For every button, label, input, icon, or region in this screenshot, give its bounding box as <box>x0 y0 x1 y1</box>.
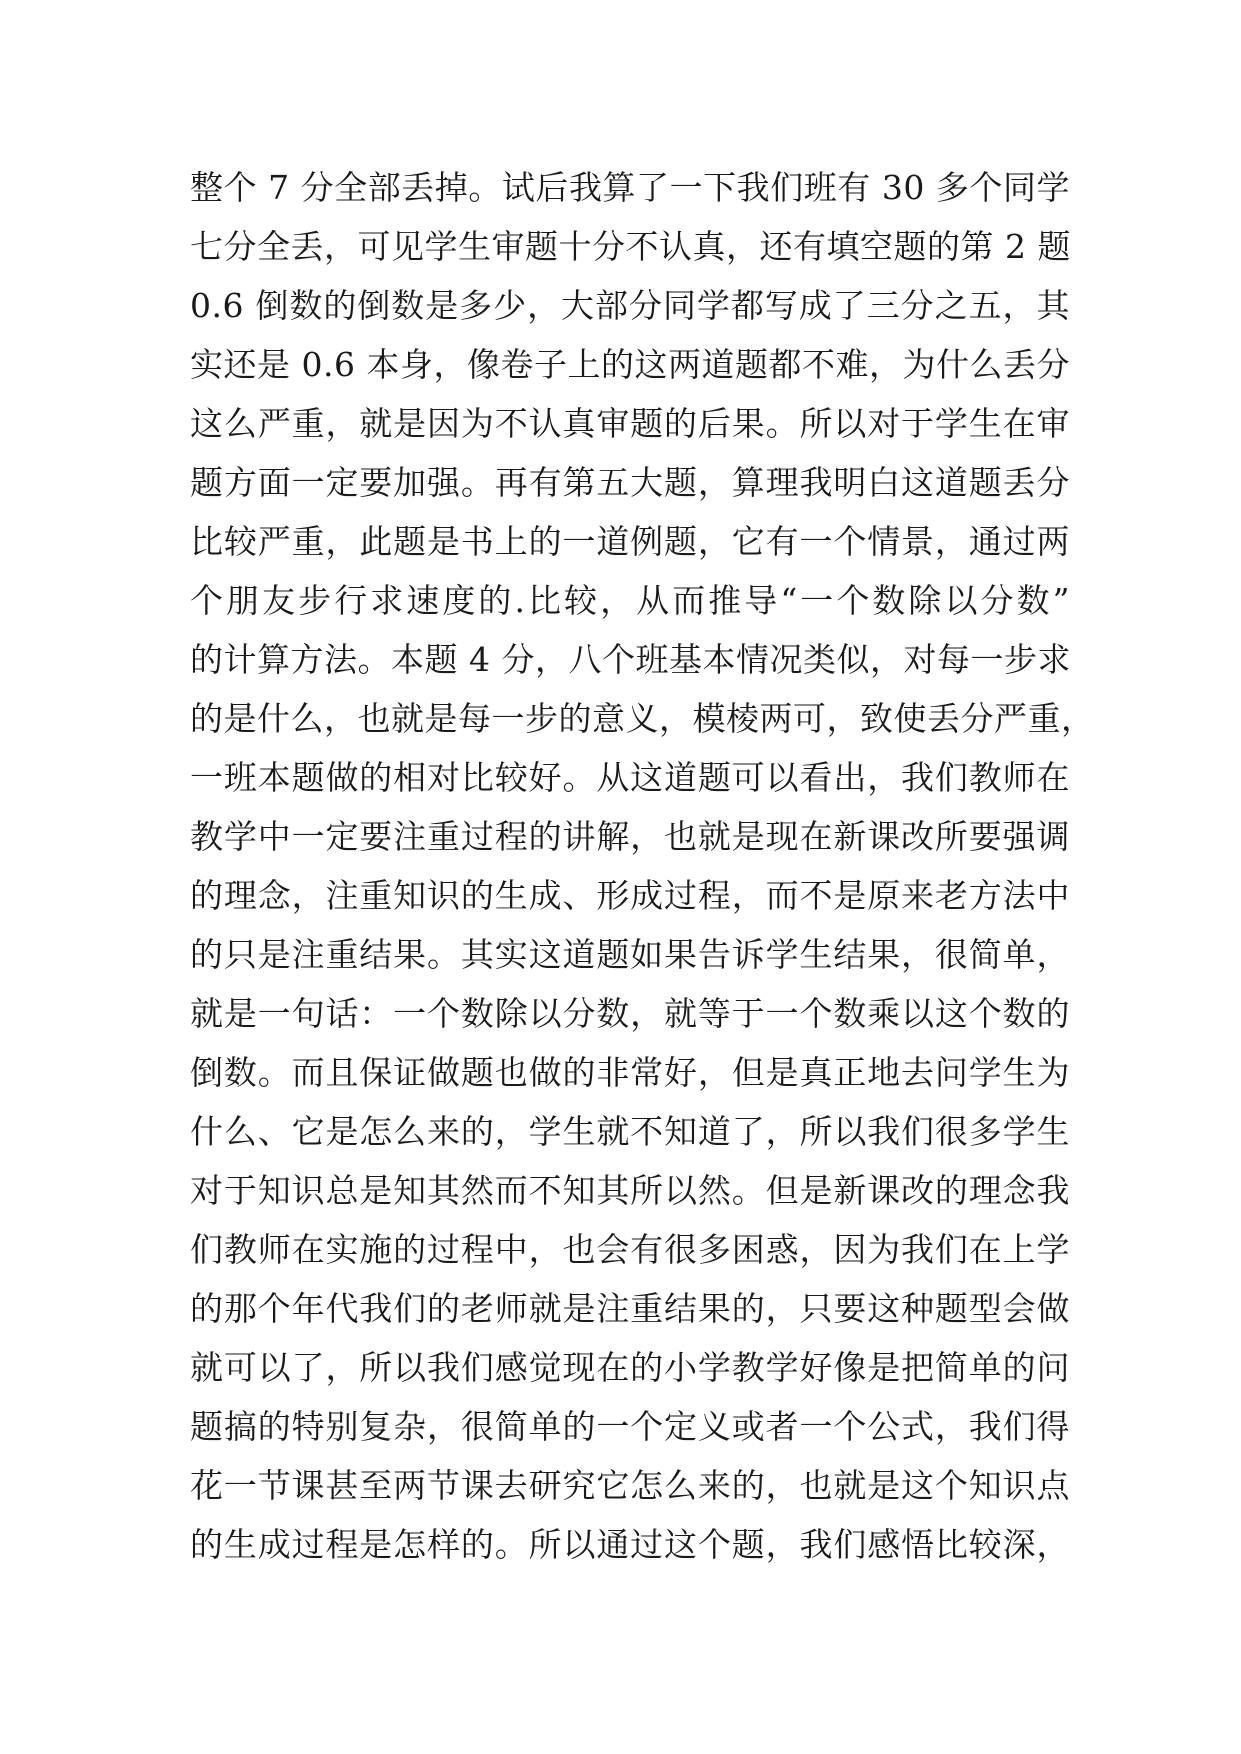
text-line: 们教师在实施的过程中，也会有很多困惑，因为我们在上学 <box>190 1230 1070 1269</box>
text-line: 一班本题做的相对比较好。从这道题可以看出，我们教师在 <box>190 758 1070 797</box>
text-line: 这么严重，就是因为不认真审题的后果。所以对于学生在审 <box>190 404 1070 443</box>
text-line: 0.6 倒数的倒数是多少，大部分同学都写成了三分之五，其 <box>190 286 1070 325</box>
text-line: 倒数。而且保证做题也做的非常好，但是真正地去问学生为 <box>190 1053 1070 1092</box>
body-text <box>190 158 1095 1574</box>
text-line: 题搞的特别复杂，很简单的一个定义或者一个公式，我们得 <box>190 1407 1070 1446</box>
text-line: 的生成过程是怎样的。所以通过这个题，我们感悟比较深， <box>190 1525 1070 1564</box>
text-line: 的计算方法。本题 4 分，八个班基本情况类似，对每一步求 <box>190 640 1071 679</box>
text-line: 教学中一定要注重过程的讲解，也就是现在新课改所要强调 <box>190 817 1070 856</box>
text-line: 的那个年代我们的老师就是注重结果的，只要这种题型会做 <box>190 1289 1070 1328</box>
text-line: 什么、它是怎么来的，学生就不知道了，所以我们很多学生 <box>190 1112 1070 1151</box>
text-line: 的只是注重结果。其实这道题如果告诉学生结果，很简单， <box>190 935 1070 974</box>
text-line: 比较严重，此题是书上的一道例题，它有一个情景，通过两 <box>190 522 1070 561</box>
text-line: 整个 7 分全部丢掉。试后我算了一下我们班有 30 多个同学 <box>190 168 1070 207</box>
text-line: 就可以了，所以我们感觉现在的小学教学好像是把简单的问 <box>190 1348 1070 1387</box>
text-line: 花一节课甚至两节课去研究它怎么来的，也就是这个知识点 <box>190 1466 1070 1505</box>
text-line: 个朋友步行求速度的.比较，从而推导“一个数除以分数” <box>190 581 1070 620</box>
text-line: 七分全丢，可见学生审题十分不认真，还有填空题的第 2 题 <box>190 227 1071 266</box>
text-line: 实还是 0.6 本身，像卷子上的这两道题都不难，为什么丢分 <box>190 345 1070 384</box>
text-line: 的理念，注重知识的生成、形成过程，而不是原来老方法中 <box>190 876 1070 915</box>
text-line: 就是一句话：一个数除以分数，就等于一个数乘以这个数的 <box>190 994 1070 1033</box>
text-line: 对于知识总是知其然而不知其所以然。但是新课改的理念我 <box>190 1171 1070 1210</box>
text-line: 题方面一定要加强。再有第五大题，算理我明白这道题丢分 <box>190 463 1070 502</box>
text-line: 的是什么，也就是每一步的意义，模棱两可，致使丢分严重， <box>190 699 1095 738</box>
